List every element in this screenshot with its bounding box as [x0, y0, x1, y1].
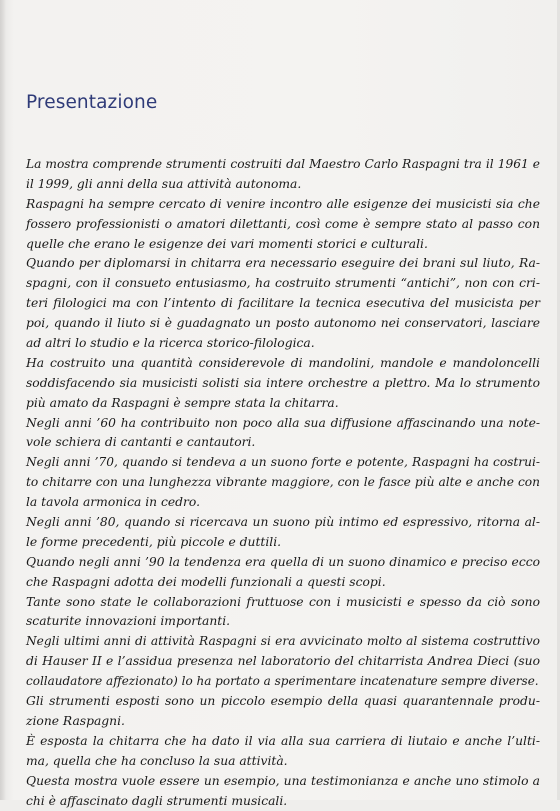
text-line: Raspagni ha sempre cercato di venire incontro alle esigenze dei musicisti sia che — [26, 195, 540, 215]
text-line: Negli anni ’80, quando si ricercava un suono più intimo ed espressivo, ritorna al- — [26, 513, 540, 533]
text-line: Quando per diplomarsi in chitarra era necessario eseguire dei brani sul liuto, Ra- — [26, 254, 540, 274]
text-line: le forme precedenti, più piccole e duttili. — [26, 533, 540, 553]
text-line: collaudatore affezionato) lo ha portato a sperimentare incatenature sempre diverse. — [26, 672, 540, 692]
text-line: ma, quella che ha concluso la sua attività. — [26, 752, 540, 772]
page-title: Presentazione — [26, 92, 157, 113]
text-line: to chitarre con una lunghezza vibrante maggiore, con le fasce più alte e anche con — [26, 473, 540, 493]
text-line: Gli strumenti esposti sono un piccolo esempio della quasi quarantennale produ- — [26, 692, 540, 712]
text-line: la tavola armonica in cedro. — [26, 493, 540, 513]
text-line: scaturite innovazioni importanti. — [26, 612, 540, 632]
text-line: vole schiera di cantanti e cantautori. — [26, 433, 540, 453]
text-line: più amato da Raspagni è sempre stata la chitarra. — [26, 394, 540, 414]
text-line: chi è affascinato dagli strumenti musicali. — [26, 792, 540, 811]
text-line: È esposta la chitarra che ha dato il via alla sua carriera di liutaio e anche l’ulti- — [26, 732, 540, 752]
text-line: di Hauser II e l’assidua presenza nel laboratorio del chitarrista Andrea Dieci (suo — [26, 652, 540, 672]
text-line: La mostra comprende strumenti costruiti dal Maestro Carlo Raspagni tra il 1961 e — [26, 155, 540, 175]
text-line: Negli anni ’60 ha contribuito non poco alla sua diffusione affascinando una note- — [26, 414, 540, 434]
text-line: Questa mostra vuole essere un esempio, una testimonianza e anche uno stimolo a — [26, 772, 540, 792]
text-line: ad altri lo studio e la ricerca storico-filologica. — [26, 334, 540, 354]
text-line: Negli anni ’70, quando si tendeva a un suono forte e potente, Raspagni ha costrui- — [26, 453, 540, 473]
text-line: poi, quando il liuto si è guadagnato un posto autonomo nei conservatori, lasciare — [26, 314, 540, 334]
text-line: il 1999, gli anni della sua attività autonoma. — [26, 175, 540, 195]
text-line: fossero professionisti o amatori dilettanti, così come è sempre stato al passo con — [26, 215, 540, 235]
text-line: quelle che erano le esigenze dei vari momenti storici e culturali. — [26, 235, 540, 255]
text-line: Quando negli anni ’90 la tendenza era quella di un suono dinamico e preciso ecco — [26, 553, 540, 573]
text-line: soddisfacendo sia musicisti solisti sia intere orchestre a plettro. Ma lo strumento — [26, 374, 540, 394]
text-line: Negli ultimi anni di attività Raspagni si era avvicinato molto al sistema costruttivo — [26, 632, 540, 652]
text-line: zione Raspagni. — [26, 712, 540, 732]
page-spine-shadow — [0, 0, 6, 800]
text-line: che Raspagni adotta dei modelli funzionali a questi scopi. — [26, 573, 540, 593]
text-line: spagni, con il consueto entusiasmo, ha costruito strumenti “antichi”, non con cri- — [26, 274, 540, 294]
text-line: teri filologici ma con l’intento di facilitare la tecnica esecutiva del musicista per — [26, 294, 540, 314]
text-line: Tante sono state le collaborazioni fruttuose con i musicisti e spesso da ciò sono — [26, 593, 540, 613]
text-line: Ha costruito una quantità considerevole di mandolini, mandole e mandoloncelli — [26, 354, 540, 374]
body-text — [26, 155, 540, 811]
